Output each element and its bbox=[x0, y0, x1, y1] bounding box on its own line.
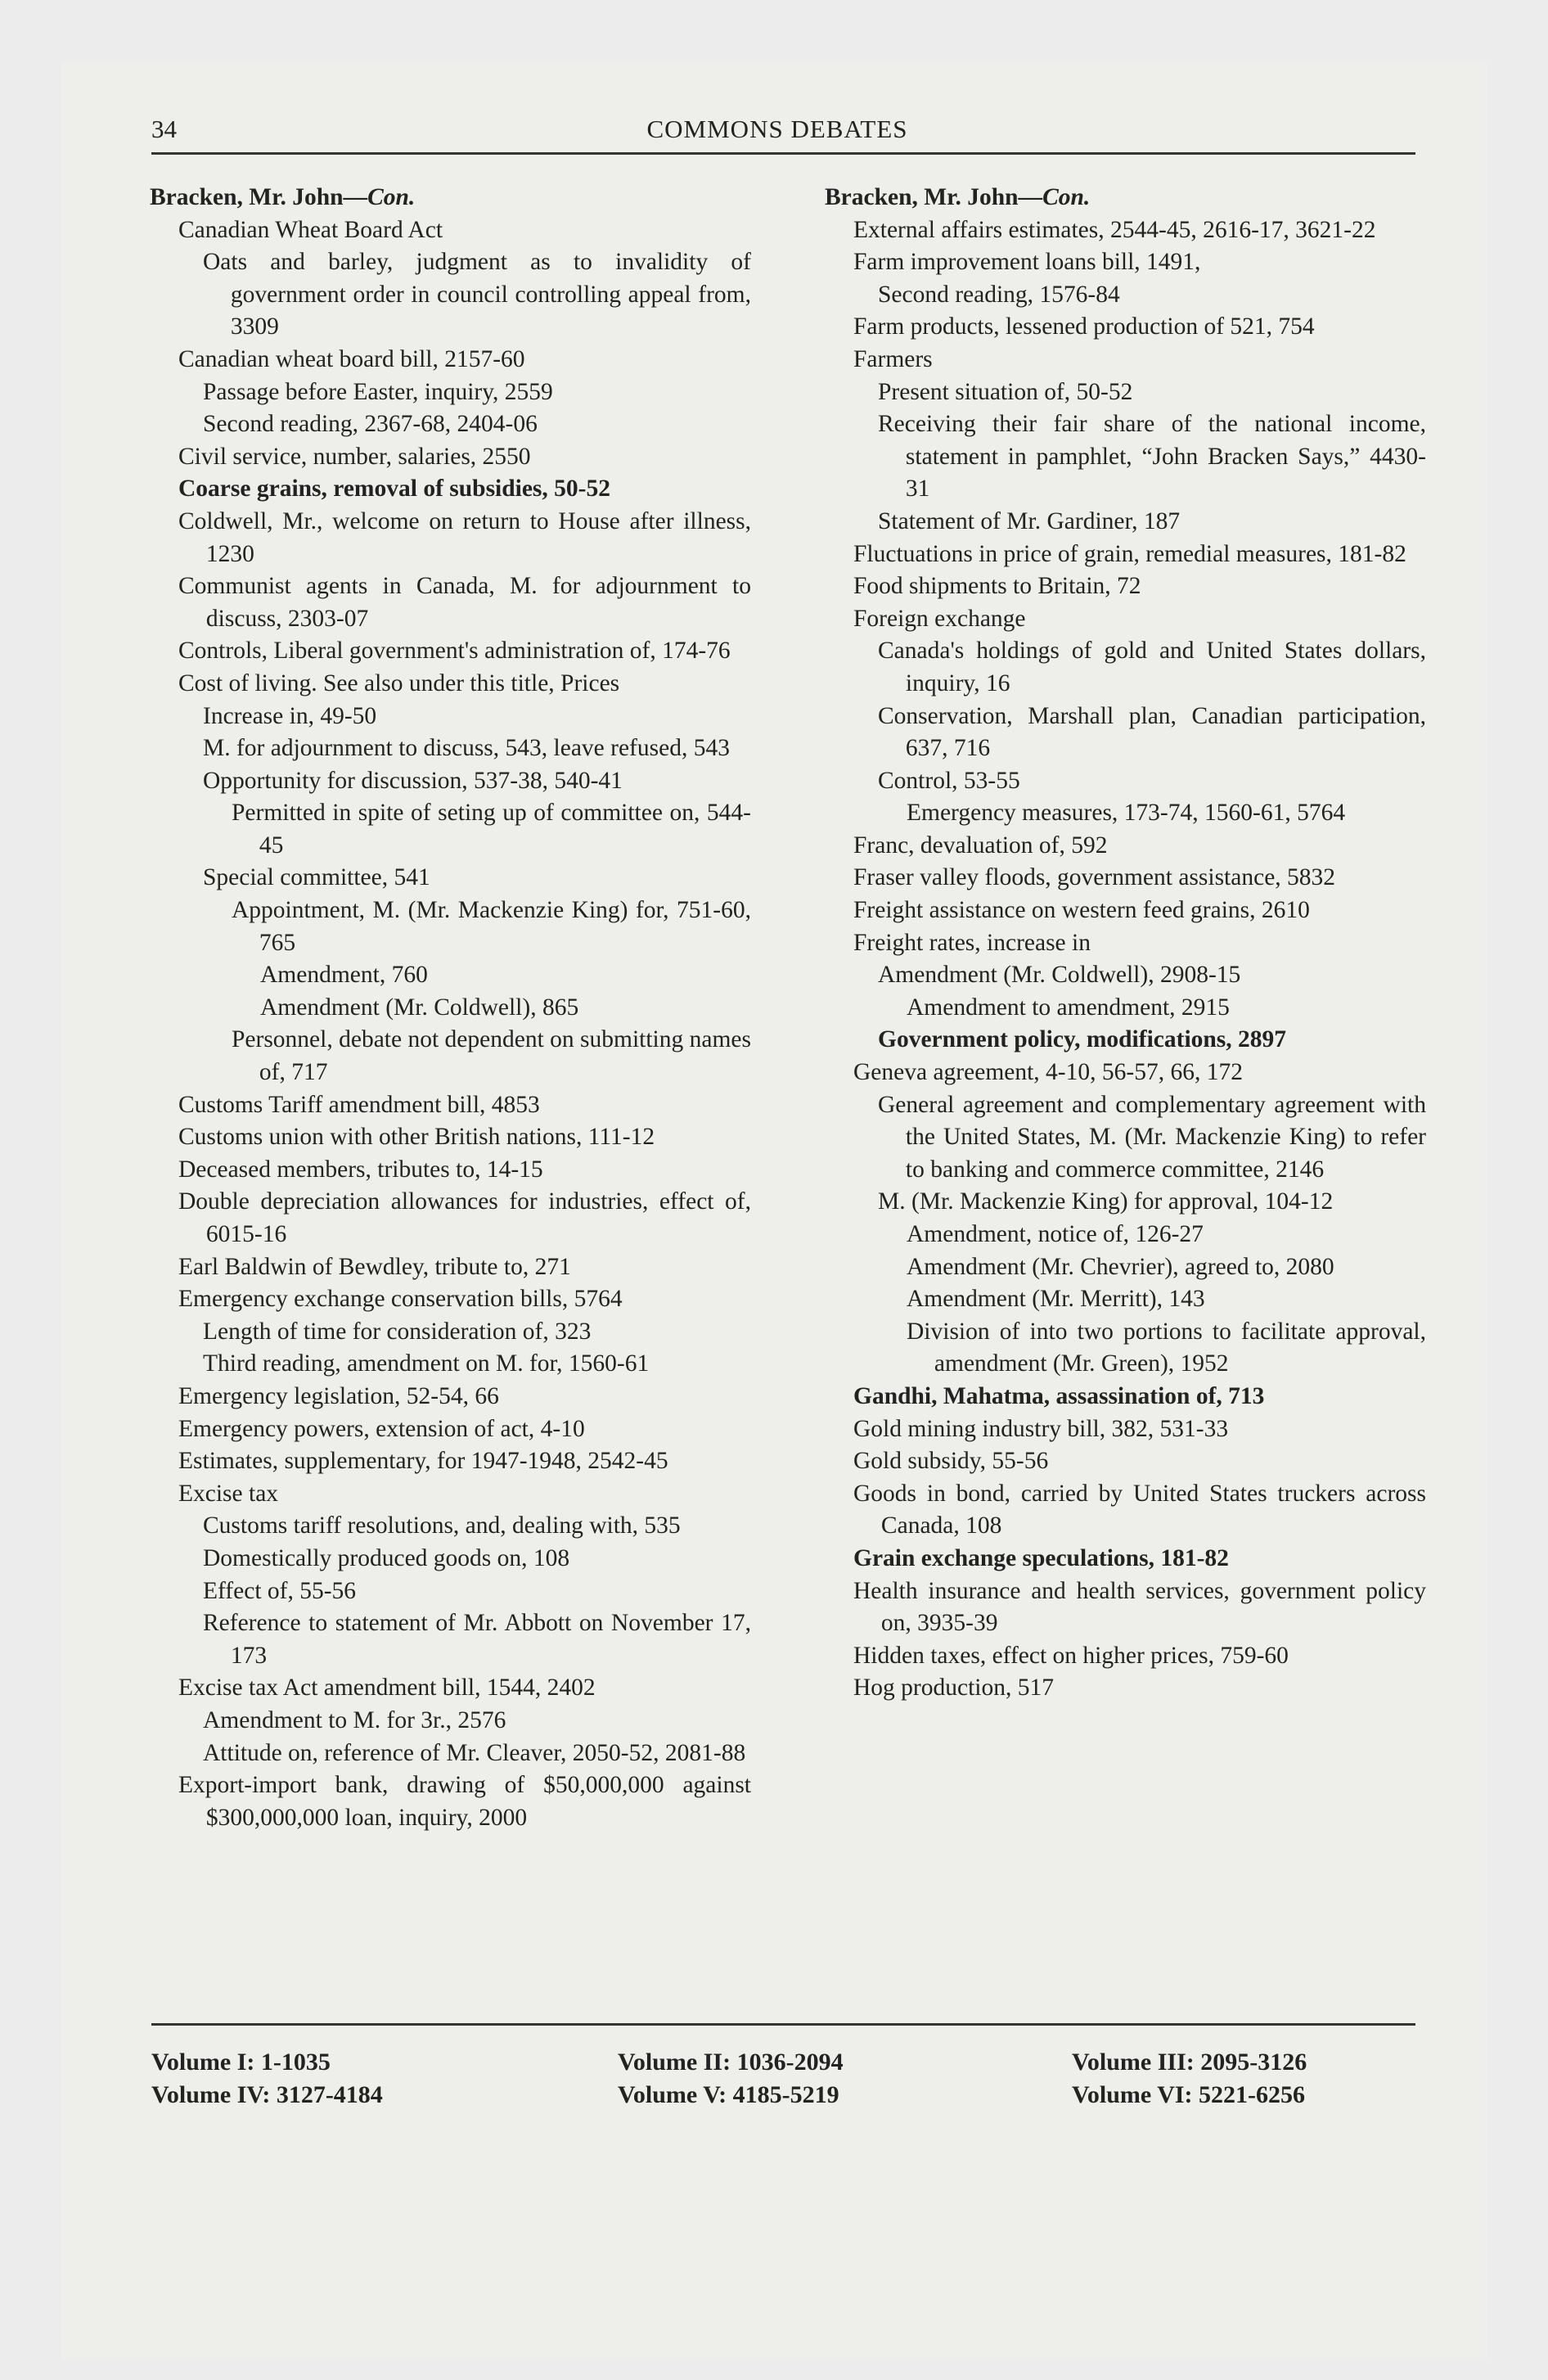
index-entry: Emergency powers, extension of act, 4-10 bbox=[178, 1415, 585, 1442]
index-entry: Customs union with other British nations, 111-12 bbox=[178, 1124, 655, 1151]
index-entry: Control, 53-55 bbox=[878, 767, 1020, 794]
index-entry: External affairs estimates, 2544-45, 2616-17, 3621-22 bbox=[853, 216, 1376, 243]
index-entry: Double depreciation allowances for industries, effect of, 6015-16 bbox=[178, 1188, 751, 1247]
index-entry: Food shipments to Britain, 72 bbox=[853, 573, 1141, 600]
index-entry: Farm improvement loans bill, 1491, bbox=[853, 249, 1201, 276]
index-entry: Emergency exchange conservation bills, 5764 bbox=[178, 1286, 623, 1313]
volume-ranges bbox=[151, 2046, 1415, 2112]
index-entry: Reference to statement of Mr. Abbott on November 17, 173 bbox=[203, 1610, 751, 1669]
index-entry: Cost of living. See also under this title, Prices bbox=[178, 669, 620, 696]
index-entry: Amendment, notice of, 126-27 bbox=[907, 1221, 1204, 1247]
index-entry: Gold subsidy, 55-56 bbox=[853, 1448, 1049, 1475]
index-entry: Domestically produced goods on, 108 bbox=[203, 1544, 570, 1571]
index-entry: Canadian Wheat Board Act bbox=[178, 216, 443, 243]
index-entry: Foreign exchange bbox=[853, 605, 1026, 632]
index-entry: General agreement and complementary agreement with the United States, M. (Mr. Mackenzie King) to refer to banking and commerce committee, 2146 bbox=[878, 1091, 1426, 1183]
index-entry: Effect of, 55-56 bbox=[203, 1577, 357, 1604]
index-entry: Civil service, number, salaries, 2550 bbox=[178, 443, 531, 470]
index-entry: Emergency measures, 173-74, 1560-61, 5764 bbox=[907, 800, 1346, 827]
index-entry: Emergency legislation, 52-54, 66 bbox=[178, 1382, 499, 1409]
index-entry: Export-import bank, drawing of $50,000,000 against $300,000,000 loan, inquiry, 2000 bbox=[178, 1772, 751, 1831]
index-entry: Second reading, 2367-68, 2404-06 bbox=[203, 411, 538, 438]
index-entry: Division of into two portions to facilitate approval, amendment (Mr. Green), 1952 bbox=[907, 1318, 1426, 1377]
heading-continued: Con. bbox=[367, 184, 416, 210]
volume-range: Volume IV: 3127-4184 bbox=[151, 2081, 383, 2108]
index-entry: Coarse grains, removal of subsidies, 50-52 bbox=[178, 476, 610, 503]
index-entry: Coldwell, Mr., welcome on return to House after illness, 1230 bbox=[178, 507, 751, 567]
heading-name: Bracken, Mr. John— bbox=[825, 184, 1043, 210]
page-number: 34 bbox=[151, 115, 177, 143]
index-entry: Opportunity for discussion, 537-38, 540-41 bbox=[203, 767, 623, 794]
index-entry: Third reading, amendment on M. for, 1560-61 bbox=[203, 1350, 650, 1377]
column-heading bbox=[150, 182, 751, 214]
heading-continued: Con. bbox=[1042, 184, 1091, 210]
index-entry: Receiving their fair share of the national income, statement in pamphlet, “John Bracken Says,” 4430-31 bbox=[878, 411, 1426, 503]
index-entry: Fraser valley floods, government assistance, 5832 bbox=[853, 864, 1336, 891]
index-entry: Freight assistance on western feed grains, 2610 bbox=[853, 897, 1310, 924]
index-entry: Excise tax Act amendment bill, 1544, 2402 bbox=[178, 1675, 596, 1702]
index-entry: Amendment, 760 bbox=[260, 962, 428, 989]
index-entry: Amendment (Mr. Coldwell), 865 bbox=[260, 994, 579, 1021]
index-entry: Geneva agreement, 4-10, 56-57, 66, 172 bbox=[853, 1059, 1243, 1086]
index-entry: Canada's holdings of gold and United States dollars, inquiry, 16 bbox=[878, 638, 1426, 696]
index-entry: Excise tax bbox=[178, 1480, 279, 1507]
index-entry: Appointment, M. (Mr. Mackenzie King) for, 751-60, 765 bbox=[232, 897, 751, 956]
index-entry: Controls, Liberal government's administration of, 174-76 bbox=[178, 638, 731, 665]
index-entry: Gold mining industry bill, 382, 531-33 bbox=[853, 1415, 1229, 1442]
index-entry: Earl Baldwin of Bewdley, tribute to, 271 bbox=[178, 1253, 571, 1280]
index-entry: Conservation, Marshall plan, Canadian participation, 637, 716 bbox=[878, 702, 1426, 762]
header-rule bbox=[151, 152, 1415, 155]
column-heading bbox=[825, 182, 1426, 214]
index-entry: Hidden taxes, effect on higher prices, 759-60 bbox=[853, 1642, 1289, 1669]
left-column bbox=[150, 182, 751, 1834]
index-entries bbox=[150, 214, 751, 1835]
index-entry: Hog production, 517 bbox=[853, 1675, 1054, 1702]
index-entry: Attitude on, reference of Mr. Cleaver, 2050-52, 2081-88 bbox=[203, 1739, 746, 1766]
index-entry: Grain exchange speculations, 181-82 bbox=[853, 1544, 1229, 1571]
page-header bbox=[151, 115, 1403, 156]
index-entry: Gandhi, Mahatma, assassination of, 713 bbox=[853, 1382, 1265, 1409]
volume-range: Volume V: 4185-5219 bbox=[618, 2081, 839, 2108]
index-entry: Statement of Mr. Gardiner, 187 bbox=[878, 507, 1181, 534]
index-entry: Amendment (Mr. Merritt), 143 bbox=[907, 1286, 1205, 1313]
volume-range: Volume VI: 5221-6256 bbox=[1072, 2081, 1306, 2108]
index-entry: Estimates, supplementary, for 1947-1948, 2542-45 bbox=[178, 1448, 668, 1475]
index-entry: Amendment to amendment, 2915 bbox=[907, 994, 1230, 1021]
index-entry: Passage before Easter, inquiry, 2559 bbox=[203, 378, 553, 405]
index-entry: Canadian wheat board bill, 2157-60 bbox=[178, 345, 525, 372]
index-entry: Farmers bbox=[853, 345, 933, 372]
index-entry: M. (Mr. Mackenzie King) for approval, 104-12 bbox=[878, 1188, 1334, 1215]
index-entry: Deceased members, tributes to, 14-15 bbox=[178, 1156, 543, 1183]
index-entry: Oats and barley, judgment as to invalidity of government order in council controlling appeal from, 3309 bbox=[203, 249, 751, 340]
volume-row bbox=[151, 2046, 1415, 2079]
index-entry: Communist agents in Canada, M. for adjournment to discuss, 2303-07 bbox=[178, 573, 751, 632]
index-entry: Fluctuations in price of grain, remedial measures, 181-82 bbox=[853, 540, 1406, 567]
index-entry: M. for adjournment to discuss, 543, leave refused, 543 bbox=[203, 735, 730, 762]
index-entry: Present situation of, 50-52 bbox=[878, 378, 1133, 405]
footer-rule bbox=[151, 2023, 1415, 2026]
index-entry: Length of time for consideration of, 323 bbox=[203, 1318, 592, 1345]
index-entry: Customs Tariff amendment bill, 4853 bbox=[178, 1091, 540, 1118]
index-entry: Increase in, 49-50 bbox=[203, 702, 377, 729]
volume-range: Volume III: 2095-3126 bbox=[1072, 2049, 1307, 2076]
index-entry: Goods in bond, carried by United States truckers across Canada, 108 bbox=[853, 1480, 1426, 1539]
index-entry: Franc, devaluation of, 592 bbox=[853, 832, 1108, 859]
volume-range: Volume II: 1036-2094 bbox=[618, 2049, 844, 2076]
index-entry: Amendment to M. for 3r., 2576 bbox=[203, 1706, 506, 1733]
index-entry: Freight rates, increase in bbox=[853, 929, 1091, 956]
volume-range: Volume I: 1-1035 bbox=[151, 2049, 331, 2076]
index-entry: Amendment (Mr. Coldwell), 2908-15 bbox=[878, 962, 1241, 989]
index-entry: Special committee, 541 bbox=[203, 864, 430, 891]
index-entry: Health insurance and health services, government policy on, 3935-39 bbox=[853, 1577, 1426, 1637]
index-entries bbox=[825, 214, 1426, 1705]
index-entry: Amendment (Mr. Chevrier), agreed to, 2080 bbox=[907, 1253, 1334, 1280]
running-title: COMMONS DEBATES bbox=[646, 115, 908, 143]
index-entry: Second reading, 1576-84 bbox=[878, 281, 1120, 308]
index-entry: Customs tariff resolutions, and, dealing with, 535 bbox=[203, 1512, 681, 1539]
index-entry: Personnel, debate not dependent on submitting names of, 717 bbox=[232, 1026, 751, 1086]
index-entry: Farm products, lessened production of 521, 754 bbox=[853, 313, 1315, 340]
heading-name: Bracken, Mr. John— bbox=[150, 184, 368, 210]
right-column bbox=[825, 182, 1426, 1705]
index-entry: Government policy, modifications, 2897 bbox=[878, 1026, 1287, 1053]
volume-row bbox=[151, 2079, 1415, 2112]
index-entry: Permitted in spite of seting up of committee on, 544-45 bbox=[232, 800, 751, 859]
